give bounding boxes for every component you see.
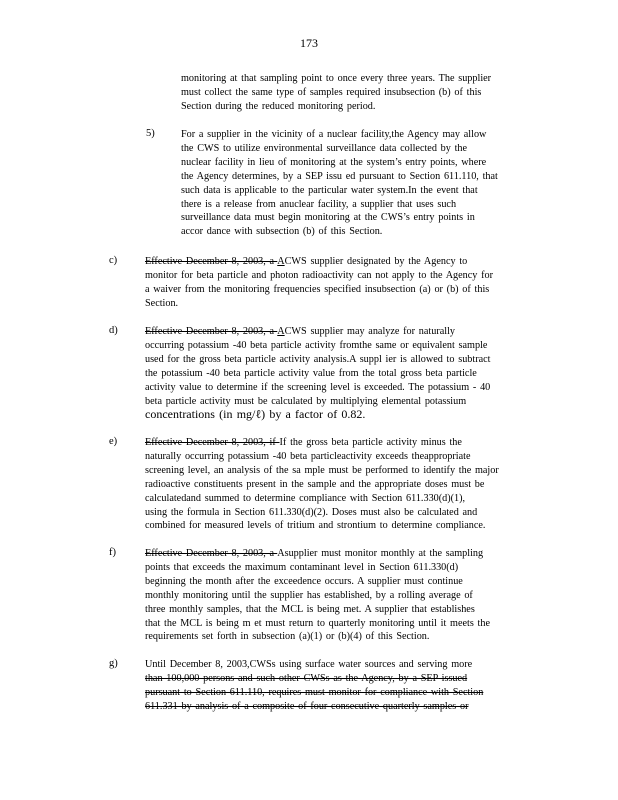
item-c-paragraph [145, 255, 535, 311]
item-f-paragraph [145, 547, 535, 644]
text-line: surveillance data must begin monitoring at the CWS’s entry points in [181, 212, 475, 224]
text-line: monitor for beta particle and photon radioactivity can not apply to the Agency for [145, 269, 494, 281]
text-line: requirements set forth in subsection (a)(1) or (b)(4) of this Section. [145, 631, 430, 643]
text-line [145, 547, 535, 561]
text-line: radioactive constituents present in the sample and the appropriate doses must be [145, 478, 485, 490]
text-line: such data is applicable to the particular water system.In the event that [181, 184, 478, 196]
page-number: 173 [300, 36, 318, 50]
struck-text: Effective December 8, 2003, a [145, 326, 278, 337]
text-line: must collect the same type of samples required insubsection (b) of this [181, 86, 482, 98]
item-5-marker: 5) [146, 128, 155, 139]
text-line: naturally occurring potassium -40 beta particleactivity exceeds theappropriate [145, 450, 471, 462]
text-line: monitoring at that sampling point to once every three years. The supplier [181, 73, 492, 84]
text-line: accor dance with subsection (b) of this Section. [181, 226, 383, 238]
text-line: Until December 8, 2003,CWSs using surface water sources and serving more [145, 659, 473, 670]
text-line: combined for measured levels of tritium and strontium to determine compliance. [145, 520, 486, 532]
inserted-text: A [277, 326, 285, 337]
text-line: using the formula in Section 611.330(d)(2). Doses must also be calculated and [145, 506, 478, 518]
text-segment: Asupplier must monitor monthly at the sampling [277, 548, 484, 559]
struck-text-line: than 100,000 persons and such other CWSs as the Agency, by a SEP issued [145, 672, 468, 684]
item-d-paragraph [145, 325, 535, 422]
text-line: points that exceeds the maximum contaminant level in Section 611.330(d) [145, 561, 459, 573]
text-line: Section during the reduced monitoring period. [181, 100, 376, 112]
text-line: the potassium -40 beta particle activity value from the total gross beta particle [145, 367, 477, 379]
item-e-paragraph [145, 436, 535, 533]
text-line: monthly monitoring until the supplier has established, by a rolling average of [145, 589, 473, 601]
item-d-marker: d) [109, 325, 118, 336]
inserted-text: A [277, 256, 285, 267]
text-line: beginning the month after the exceedence occurs. A supplier must continue [145, 575, 463, 587]
text-line [145, 325, 535, 339]
item-f-marker: f) [109, 547, 116, 558]
text-line: concentrations (in mg/ℓ) by a factor of 0.82. [145, 407, 366, 422]
text-segment: If the gross beta particle activity minus the [279, 437, 462, 448]
text-line: three monthly samples, that the MCL is being met. A supplier that establishes [145, 603, 475, 615]
text-line: a waiver from the monitoring frequencies specified insubsection (a) or (b) of this [145, 283, 490, 295]
text-line: beta particle activity must be calculated by multiplying elemental potassium [145, 395, 467, 407]
text-line: the CWS to utilize environmental surveillance data collected by the [181, 142, 468, 154]
text-line: that the MCL is being m et must return to quarterly monitoring until it meets the [145, 617, 490, 629]
text-line: screening level, an analysis of the sa mple must be performed to identify the major [145, 464, 499, 476]
struck-text-line: pursuant to Section 611.110, requires must monitor for compliance with Section [145, 686, 484, 698]
text-line: there is a release from anuclear facility, a supplier that uses such [181, 198, 457, 210]
item-5-paragraph [181, 128, 533, 239]
item-g-marker: g) [109, 658, 118, 669]
text-line: Section. [145, 297, 179, 309]
item-c-marker: c) [109, 255, 118, 266]
text-line: occurring potassium -40 beta particle activity fromthe same or equivalent sample [145, 339, 488, 351]
text-line: the Agency determines, by a SEP issu ed pursuant to Section 611.110, that [181, 170, 498, 182]
text-segment: CWS supplier designated by the Agency to [284, 256, 468, 267]
text-line [145, 436, 535, 450]
struck-text: Effective December 8, 2003, if [145, 437, 280, 448]
intro-paragraph [181, 72, 533, 114]
item-g-paragraph [145, 658, 535, 714]
text-line: For a supplier in the vicinity of a nuclear facility,the Agency may allow [181, 129, 487, 140]
text-line: activity value to determine if the screening level is exceeded. The potassium - 40 [145, 381, 491, 393]
text-line [145, 255, 535, 269]
text-line: nuclear facility in lieu of monitoring at the system’s entry points, where [181, 156, 487, 168]
item-e-marker: e) [109, 436, 118, 447]
struck-text: Effective December 8, 2003, a [145, 256, 278, 267]
text-line: used for the gross beta particle activity analysis.A suppl ier is allowed to subtract [145, 353, 491, 365]
text-line: calculatedand summed to determine compliance with Section 611.330(d)(1), [145, 492, 466, 504]
text-segment: CWS supplier may analyze for naturally [284, 326, 455, 337]
struck-text: Effective December 8, 2003, a [145, 548, 278, 559]
struck-text-line: 611.331 by analysis of a composite of four consecutive quarterly samples or [145, 700, 469, 712]
